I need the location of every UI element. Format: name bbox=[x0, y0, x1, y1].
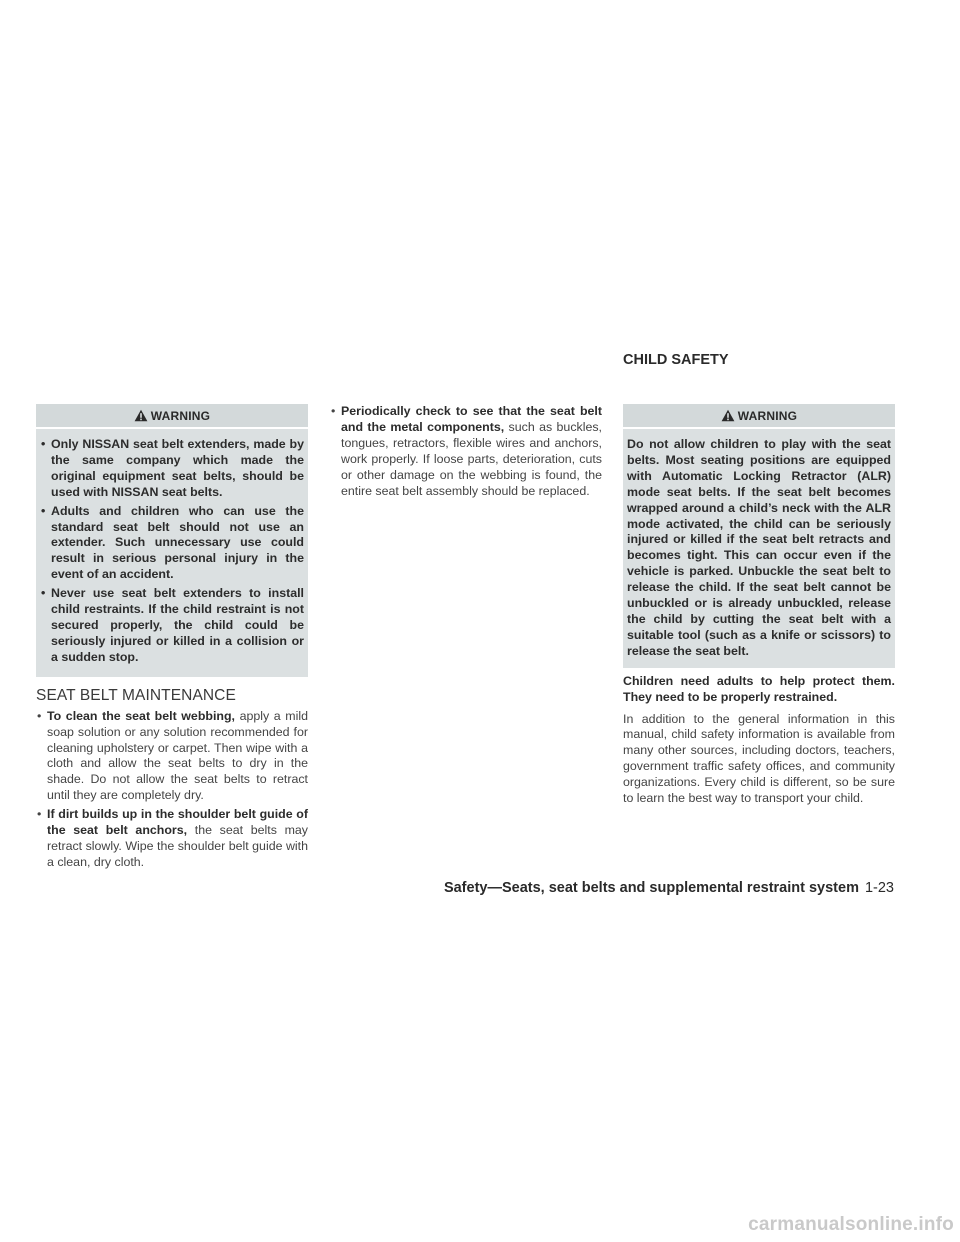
maintenance-list bbox=[36, 709, 308, 871]
watermark: carmanualsonline.info bbox=[748, 1214, 954, 1235]
warning-box bbox=[36, 404, 308, 677]
column-3 bbox=[623, 404, 895, 807]
section-title: SEAT BELT MAINTENANCE bbox=[36, 686, 236, 704]
list-item: • To clean the seat belt webbing, apply a mild soap solution or any solution recommended for cleaning upholstery or carpet. Then wipe with a cloth and allow the seat belts to dry in the shade. Do not allow the seat belts to retract until they are completely dry. bbox=[37, 708, 308, 803]
inspection-list bbox=[330, 404, 602, 499]
warning-triangle-icon bbox=[721, 409, 735, 422]
bullet: • bbox=[37, 708, 42, 723]
chapter-title: Safety—Seats, seat belts and supplemental restraint system bbox=[443, 880, 859, 896]
list-item: • If dirt builds up in the shoulder belt guide of the seat belt anchors, the seat belts may retract slowly. Wipe the shoulder belt guide with a clean, dry cloth. bbox=[37, 807, 308, 869]
warning-label: WARNING bbox=[150, 408, 211, 423]
section-header: CHILD SAFETY bbox=[623, 352, 729, 368]
warning-label: WARNING bbox=[737, 408, 798, 423]
page-footer bbox=[444, 880, 894, 896]
list-item: • Periodically check to see that the seat belt and the metal components, such as buckles, tongues, retractors, flexible wires and anchors, work properly. If loose parts, deterioration, cuts or other damage on the webbing is found, the entire seat belt assembly should be replaced. bbox=[331, 404, 602, 498]
page-number: 1-23 bbox=[864, 880, 894, 896]
bullet: • bbox=[41, 503, 46, 518]
bold-paragraph: Children need adults to help protect them. They need to be properly restrained. bbox=[623, 673, 895, 704]
warning-box bbox=[623, 404, 895, 668]
list-item: • Only NISSAN seat belt extenders, made by the same company which made the original equipment seat belts, should be used with NISSAN seat belts. bbox=[41, 437, 304, 499]
column-1 bbox=[36, 404, 308, 874]
list-item: • Never use seat belt extenders to install child restraints. If the child restraint is not secured properly, the child could be seriously injured or killed in a collision or a sudden stop. bbox=[41, 586, 304, 664]
warning-header bbox=[36, 404, 308, 429]
paragraph: In addition to the general information in this manual, child safety information is available from many other sources, including doctors, teachers, government traffic safety offices, and community organizations. Every child is different, so be sure to learn the best way to transport your child. bbox=[623, 711, 895, 806]
warning-triangle-icon bbox=[134, 409, 148, 422]
warning-header bbox=[623, 404, 895, 429]
bullet: • bbox=[37, 807, 42, 822]
column-2 bbox=[330, 404, 602, 502]
bullet: • bbox=[41, 586, 46, 601]
list-item: • Adults and children who can use the standard seat belt should not use an extender. Such unnecessary use could result in serious personal injury in the event of an accident. bbox=[41, 503, 304, 582]
bullet: • bbox=[41, 437, 46, 451]
bullet: • bbox=[331, 404, 336, 418]
warning-list bbox=[40, 437, 304, 666]
warning-text: Do not allow children to play with the seat belts. Most seating positions are equipped with Automatic Locking Retractor (ALR) mode seat belts. If the seat belt becomes wrapped around a child’s neck with the ALR mode activated, the child can be seriously injured or killed if the seat belt retracts and becomes tight. This can occur even if the vehicle is parked. Unbuckle the seat belt to release the child. If the seat belt cannot be unbuckled or is already unbuckled, release the child by cutting the seat belt with a suitable tool (such as a knife or scissors) to release the seat belt. bbox=[627, 437, 891, 658]
